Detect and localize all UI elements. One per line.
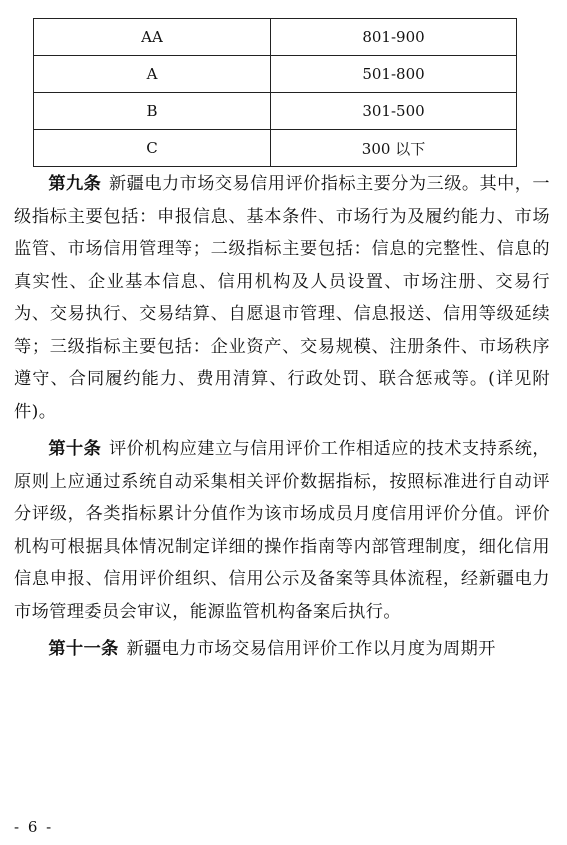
article-number: 第十一条 xyxy=(48,639,119,659)
article-paragraph xyxy=(14,168,550,428)
table-row xyxy=(34,130,517,167)
article-text: 新疆电力市场交易信用评价指标主要分为三级。其中，一级指标主要包括：申报信息、基本条件、市场行为及履约能力、市场监管、市场信用管理等；二级指标主要包括：信息的完整性、信息的真实性、企业基本信息、信用机构及人员设置、市场注册、交易行为、交易执行、交易结算、自愿退市管理、信息报送、信用等级延续等；三级指标主要包括：企业资产、交易规模、注册条件、市场秩序遵守、合同履约能力、费用清算、行政处罚、联合惩戒等。(详见附件)。 xyxy=(14,174,550,422)
article-paragraph xyxy=(14,433,550,628)
document-body xyxy=(14,168,550,671)
article-text: 新疆电力市场交易信用评价工作以月度为周期开 xyxy=(126,639,496,659)
article-number: 第九条 xyxy=(48,174,102,194)
grade-cell: AA xyxy=(34,19,271,56)
article-number: 第十条 xyxy=(48,439,102,459)
score-range-cell: 301-500 xyxy=(271,93,517,130)
score-range-cell: 300 以下 xyxy=(271,130,517,167)
table-row xyxy=(34,19,517,56)
page-number: - 6 - xyxy=(14,818,54,836)
table-row xyxy=(34,93,517,130)
grade-cell: A xyxy=(34,56,271,93)
score-range-cell: 501-800 xyxy=(271,56,517,93)
grade-cell: B xyxy=(34,93,271,130)
score-range-cell: 801-900 xyxy=(271,19,517,56)
grade-cell: C xyxy=(34,130,271,167)
article-paragraph xyxy=(14,633,550,666)
article-text: 评价机构应建立与信用评价工作相适应的技术支持系统，原则上应通过系统自动采集相关评价数据指标，按照标准进行自动评分评级，各类指标累计分值作为该市场成员月度信用评价分值。评价机构可根据具体情况制定详细的操作指南等内部管理制度，细化信用信息申报、信用评价组织、信用公示及备案等具体流程，经新疆电力市场管理委员会审议，能源监管机构备案后执行。 xyxy=(14,439,550,622)
table-row xyxy=(34,56,517,93)
credit-grade-table xyxy=(33,18,517,167)
